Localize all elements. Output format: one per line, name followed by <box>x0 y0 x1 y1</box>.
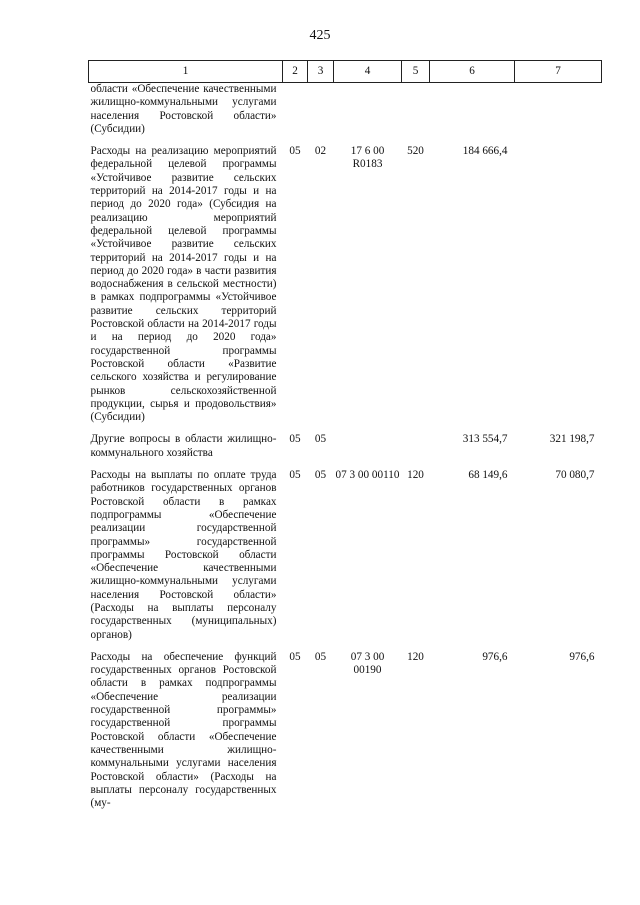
table-row <box>89 136 602 424</box>
row-amount-year-1 <box>430 83 515 137</box>
table-row <box>89 83 602 137</box>
row-amount-year-2 <box>515 136 602 424</box>
row-amount-year-2: 70 080,7 <box>555 469 595 482</box>
row-section: 05 <box>289 469 301 482</box>
table-row <box>89 460 602 642</box>
column-header-1: 1 <box>89 61 283 83</box>
row-section: 05 <box>289 433 301 446</box>
row-amount-year-2: 321 198,7 <box>549 433 595 446</box>
row-amount-year-1: 68 149,6 <box>468 469 508 482</box>
row-expense-type: 520 <box>407 145 424 158</box>
row-subsection: 05 <box>314 650 327 663</box>
row-subsection <box>308 83 334 137</box>
row-description: области «Обеспечение качественными жилищно-коммунальными услугами населения Ростовской области» (Субсидии) <box>90 83 277 135</box>
row-description: Расходы на реализацию мероприятий федеральной целевой программы «Устойчивое развитие сельских территорий на 2014-2017 годы и на период до 2020 года» (Субсидия на реализацию мероприятий федеральной целевой программы «Устойчивое развитие сельских территорий на 2014-2017 годы и на период до 2020 года» в части развития водоснабжения в сельской местности) в рамках подпрограммы «Устойчивое развитие сельских территорий Ростовской области на 2014-2017 годы и на период до 2020 года» государственной программы Ростовской области «Развитие сельского хозяйства и регулирование рынков сельскохозяйственной продукции, сырья и продовольствия» (Субсидии) <box>90 145 277 424</box>
table-header-row <box>89 61 602 83</box>
row-expense-type: 120 <box>407 650 424 663</box>
row-subsection: 02 <box>314 145 327 158</box>
row-section <box>283 83 308 137</box>
row-target-code <box>334 83 402 137</box>
row-description: Расходы на обеспечение функций государственных органов Ростовской области в рамках подпрограммы «Обеспечение реализации государственной программы» государственной программы Ростовской области «Обеспечение качественными жилищно-коммунальными услугами населения Ростовской области» (Расходы на выплаты персоналу государственных (му- <box>90 650 277 810</box>
row-expense-type <box>402 83 430 137</box>
row-subsection: 05 <box>314 469 327 482</box>
row-expense-type <box>402 424 430 460</box>
table-row <box>89 642 602 811</box>
budget-table <box>88 60 602 810</box>
column-header-4: 4 <box>334 61 402 83</box>
row-target-code: 17 6 00 R0183 <box>350 145 385 171</box>
row-amount-year-1: 313 554,7 <box>462 433 508 446</box>
row-target-code: 07 3 00 00110 <box>335 469 400 482</box>
column-header-2: 2 <box>283 61 308 83</box>
row-description: Другие вопросы в области жилищно-коммунального хозяйства <box>90 433 277 459</box>
row-description: Расходы на выплаты по оплате труда работников государственных органов Ростовской области в рамках подпрограммы «Обеспечение реализации государственной программы» государственной программы Ростовской области «Обеспечение качественными жилищно-коммунальными услугами населения Ростовской области» (Расходы на выплаты персоналу государственных (муниципальных) органов) <box>90 469 277 641</box>
row-section: 05 <box>289 650 301 663</box>
column-header-7: 7 <box>515 61 602 83</box>
row-amount-year-2: 976,6 <box>569 650 595 663</box>
column-header-5: 5 <box>402 61 430 83</box>
row-subsection: 05 <box>314 433 327 446</box>
row-amount-year-1: 976,6 <box>482 650 508 663</box>
row-amount-year-1: 184 666,4 <box>462 145 508 158</box>
row-amount-year-2 <box>515 83 602 137</box>
row-target-code: 07 3 00 00190 <box>350 650 385 677</box>
column-header-3: 3 <box>308 61 334 83</box>
row-target-code <box>334 424 402 460</box>
page-number: 425 <box>309 28 331 43</box>
column-header-6: 6 <box>430 61 515 83</box>
table-row <box>89 424 602 460</box>
row-section: 05 <box>289 145 301 158</box>
row-expense-type: 120 <box>407 469 424 482</box>
